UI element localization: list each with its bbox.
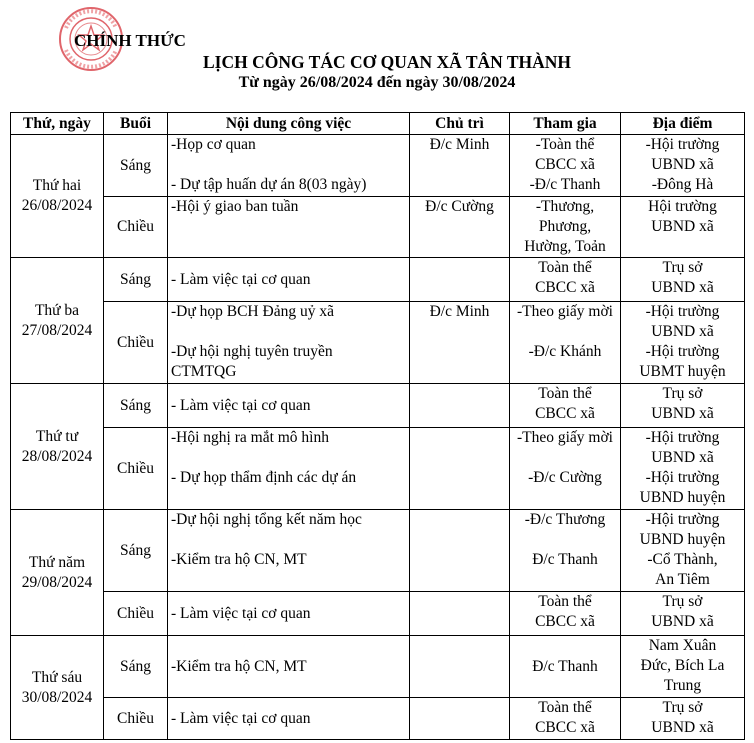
participants-cell: -Theo giấy mời -Đ/c Cường [510,428,621,510]
table-row [11,135,745,197]
location-cell: Trụ sở UBND xã [621,698,745,740]
header-session: Buổi [104,113,168,135]
session-cell: Chiều [104,197,168,258]
chair-cell [410,592,510,636]
location-cell: Hội trường UBND xã [621,197,745,258]
chair-cell [410,258,510,302]
content-cell: -Hội nghị ra mắt mô hình - Dự họp thẩm định các dự án [168,428,410,510]
session-cell: Chiều [104,302,168,384]
participants-cell: Toàn thể CBCC xã [510,592,621,636]
content-cell: - Làm việc tại cơ quan [168,384,410,428]
chair-cell: Đ/c Minh [410,302,510,384]
schedule-date-range: Từ ngày 26/08/2024 đến ngày 30/08/2024 [238,74,516,91]
header-location: Địa điểm [621,113,745,135]
location-cell: -Hội trường UBND xã -Hội trường UBND huyện [621,428,745,510]
chair-cell: Đ/c Cường [410,197,510,258]
schedule-title: LỊCH CÔNG TÁC CƠ QUAN XÃ TÂN THÀNH [202,52,572,72]
schedule-table [10,112,745,740]
location-cell: Trụ sở UBND xã [621,384,745,428]
day-cell: Thứ ba 27/08/2024 [11,258,104,384]
table-row [11,698,745,740]
content-cell: - Làm việc tại cơ quan [168,258,410,302]
header-day: Thứ, ngày [11,113,104,135]
participants-cell: -Đ/c Thương Đ/c Thanh [510,510,621,592]
header-participants: Tham gia [510,113,621,135]
table-row [11,384,745,428]
participants-cell: -Theo giấy mời -Đ/c Khánh [510,302,621,384]
table-header-row [11,113,745,135]
session-cell: Sáng [104,510,168,592]
location-cell: -Hội trường UBND huyện -Cổ Thành, An Tiêm [621,510,745,592]
location-cell: Trụ sở UBND xã [621,592,745,636]
table-row [11,197,745,258]
table-row [11,510,745,592]
participants-cell: Toàn thể CBCC xã [510,384,621,428]
day-cell: Thứ tư 28/08/2024 [11,384,104,510]
content-cell: -Dự họp BCH Đảng uỷ xã -Dự hội nghị tuyên truyền CTMTQG [168,302,410,384]
location-cell: -Hội trường UBND xã -Đông Hà [621,135,745,197]
session-cell: Sáng [104,636,168,698]
location-cell: Trụ sở UBND xã [621,258,745,302]
participants-cell: Toàn thể CBCC xã [510,698,621,740]
session-cell: Sáng [104,135,168,197]
table-row [11,302,745,384]
location-cell: Nam Xuân Đức, Bích La Trung [621,636,745,698]
location-cell: -Hội trường UBND xã -Hội trường UBMT huyện [621,302,745,384]
day-cell: Thứ hai 26/08/2024 [11,135,104,258]
content-cell: -Họp cơ quan - Dự tập huấn dự án 8(03 ngày) [168,135,410,197]
header-chair: Chủ trì [410,113,510,135]
header-content: Nội dung công việc [168,113,410,135]
participants-cell: -Thương, Phương, Hường, Toản [510,197,621,258]
chair-cell [410,510,510,592]
chair-cell [410,384,510,428]
chair-cell [410,636,510,698]
session-cell: Sáng [104,384,168,428]
participants-cell: Đ/c Thanh [510,636,621,698]
participants-cell: -Toàn thể CBCC xã -Đ/c Thanh [510,135,621,197]
content-cell: - Làm việc tại cơ quan [168,698,410,740]
day-cell: Thứ năm 29/08/2024 [11,510,104,636]
chair-cell [410,428,510,510]
official-stamp-label: CHÍNH THỨC [74,31,186,50]
session-cell: Chiều [104,698,168,740]
session-cell: Sáng [104,258,168,302]
session-cell: Chiều [104,592,168,636]
chair-cell [410,698,510,740]
content-cell: -Kiểm tra hộ CN, MT [168,636,410,698]
chair-cell: Đ/c Minh [410,135,510,197]
table-row [11,258,745,302]
day-cell: Thứ sáu 30/08/2024 [11,636,104,740]
table-row [11,592,745,636]
content-cell: - Làm việc tại cơ quan [168,592,410,636]
content-cell: -Hội ý giao ban tuần [168,197,410,258]
table-row [11,428,745,510]
table-row [11,636,745,698]
participants-cell: Toàn thể CBCC xã [510,258,621,302]
session-cell: Chiều [104,428,168,510]
content-cell: -Dự hội nghị tổng kết năm học -Kiểm tra hộ CN, MT [168,510,410,592]
